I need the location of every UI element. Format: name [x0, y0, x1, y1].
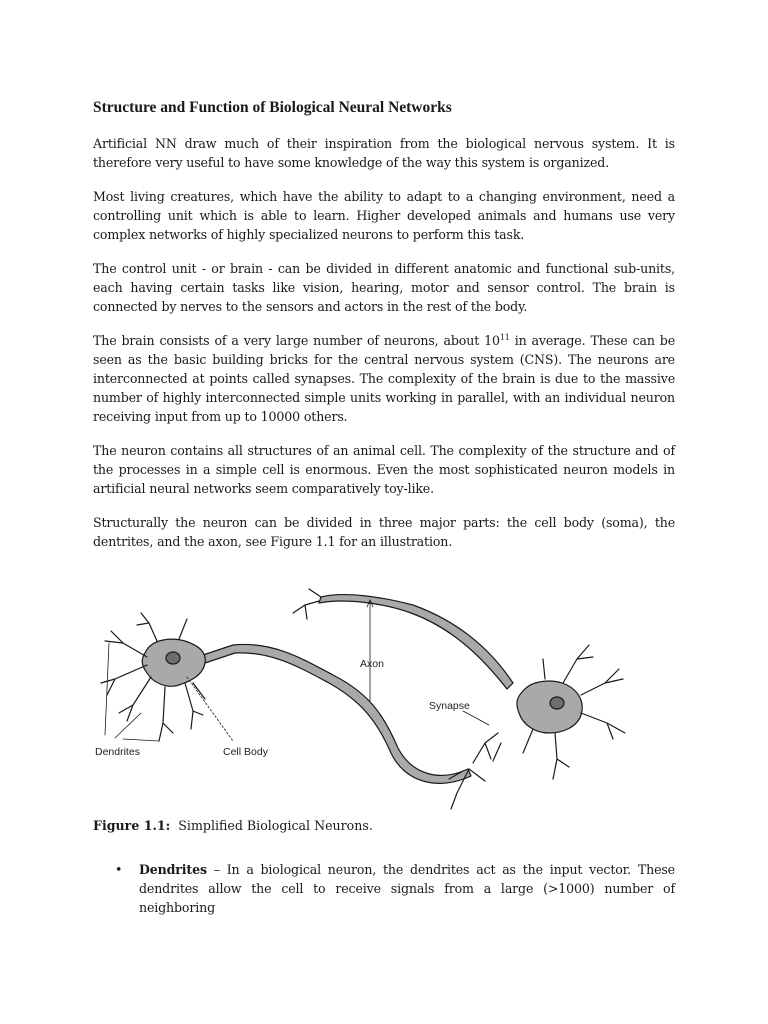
paragraph-5: The neuron contains all structures of an animal cell. The complexity of the structure and of the processes in a simple cell is enormous. Even the most sophisticated neuron models in artificial neural networks seem comparatively toy-like.: [93, 443, 675, 496]
bullet-symbol: •: [115, 862, 123, 877]
axon-terminal: [293, 589, 321, 619]
axon-label: Axon: [360, 658, 384, 670]
synapse-terminal: [449, 733, 501, 809]
synapse-pointer: [463, 711, 489, 725]
figure-caption-text: Simplified Biological Neurons.: [170, 818, 373, 833]
paragraph-4-exponent: 11: [499, 333, 510, 342]
left-axon: [203, 644, 471, 783]
bullet-list: [93, 860, 675, 917]
neuron-figure: [93, 583, 693, 823]
figure-caption-label: Figure 1.1:: [93, 818, 171, 833]
paragraph-1: Artificial NN draw much of their inspiration from the biological nervous system. It is therefore very useful to have some knowledge of the way this system is organized.: [93, 136, 675, 170]
paragraph-4: [93, 331, 675, 426]
right-cell-body: [517, 681, 582, 733]
document-body: [93, 98, 675, 566]
cell-body-pointer: [187, 677, 233, 741]
document-title: Structure and Function of Biological Neural Networks: [93, 99, 452, 116]
bullet-text: – In a biological neuron, the dendrites act as the input vector. These dendrites allow the cell to receive signals from a large (>1000) number of neighboring: [139, 862, 675, 915]
figure-caption: [93, 818, 373, 833]
paragraph-3: The control unit - or brain - can be divided in different anatomic and functional sub-units, each having certain tasks like vision, hearing, motor and sensor control. The brain is connected by nerves to the sensors and actors in the rest of the body.: [93, 261, 675, 314]
paragraph-6: Structurally the neuron can be divided in three major parts: the cell body (soma), the dentrites, and the axon, see Figure 1.1 for an illustration.: [93, 515, 675, 549]
paragraph-2: Most living creatures, which have the ability to adapt to a changing environment, need a controlling unit which is able to learn. Higher developed animals and humans use very complex networks of highly specialized neurons to perform this task.: [93, 189, 675, 242]
right-nucleus: [550, 697, 564, 709]
list-item: [93, 860, 675, 917]
paragraph-4-before: The brain consists of a very large number of neurons, about 10: [93, 333, 500, 348]
neuron-illustration: [93, 583, 693, 823]
right-axon: [319, 595, 513, 689]
left-nucleus: [166, 652, 180, 664]
paragraph-4-after: in average. These can be seen as the basic building bricks for the central nervous system (CNS). The neurons are interconnected at points called synapses. The complexity of the brain is due to the massive number of highly interconnected simple units working in parallel, with an individual neuron receiving input from up to 10000 others.: [93, 333, 675, 424]
cell-body-label: Cell Body: [223, 746, 268, 758]
bullet-term: Dendrites: [139, 862, 207, 877]
synapse-label: Synapse: [429, 700, 470, 712]
dendrites-label: Dendrites: [95, 746, 140, 758]
